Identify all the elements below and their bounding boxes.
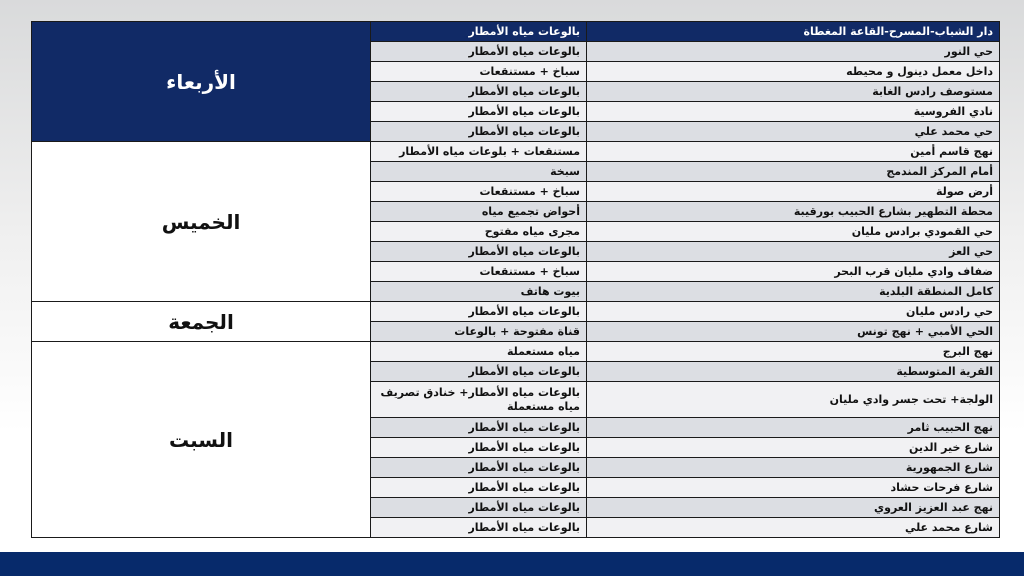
location-cell: نادي الفروسية [587,102,1000,122]
problem-cell: بالوعات مياه الأمطار [371,438,587,458]
table-row [32,302,1000,322]
location-cell: أرض صولة [587,182,1000,202]
schedule-table [31,21,1000,538]
problem-cell: قناة مفتوحة + بالوعات [371,322,587,342]
location-cell: حي النور [587,42,1000,62]
problem-cell: سباخ + مستنقعات [371,62,587,82]
problem-cell: سباخ + مستنقعات [371,262,587,282]
location-cell: داخل معمل دينول و محيطه [587,62,1000,82]
day-wednesday: الأربعاء [32,22,371,142]
day-saturday: السبت [32,342,371,538]
location-cell: الولجة+ تحت جسر وادي مليان [587,382,1000,418]
location-cell: مستوصف رادس الغابة [587,82,1000,102]
location-cell: حي العز [587,242,1000,262]
problem-cell: سباخ + مستنقعات [371,182,587,202]
location-cell: شارع محمد علي [587,518,1000,538]
location-cell: ضفاف وادي مليان قرب البحر [587,262,1000,282]
problem-cell: بالوعات مياه الأمطار [371,102,587,122]
day-thursday: الخميس [32,142,371,302]
location-cell: نهج الحبيب ثامر [587,418,1000,438]
problem-cell: مياه مستعملة [371,342,587,362]
problem-cell: أحواض تجميع مياه [371,202,587,222]
problem-cell: مستنقعات + بلوعات مياه الأمطار [371,142,587,162]
location-cell: أمام المركز المندمج [587,162,1000,182]
location-cell: حي القمودي برادس مليان [587,222,1000,242]
location-cell: شارع فرحات حشاد [587,478,1000,498]
location-cell: حي محمد علي [587,122,1000,142]
problem-cell: بالوعات مياه الأمطار+ خنادق تصريف مياه مستعملة [371,382,587,418]
problem-cell: بالوعات مياه الأمطار [371,242,587,262]
problem-cell: بالوعات مياه الأمطار [371,478,587,498]
location-cell: حي رادس مليان [587,302,1000,322]
location-cell: دار الشباب-المسرح-القاعة المغطاة [587,22,1000,42]
table-row [32,142,1000,162]
location-cell: القرية المتوسطية [587,362,1000,382]
day-friday: الجمعة [32,302,371,342]
problem-cell: بالوعات مياه الأمطار [371,302,587,322]
problem-cell: بالوعات مياه الأمطار [371,82,587,102]
footer-bar [0,552,1024,576]
location-cell: نهج قاسم أمين [587,142,1000,162]
location-cell: نهج عبد العزيز العروي [587,498,1000,518]
problem-cell: بالوعات مياه الأمطار [371,458,587,478]
problem-cell: بالوعات مياه الأمطار [371,418,587,438]
problem-cell: بيوت هاتف [371,282,587,302]
problem-cell: بالوعات مياه الأمطار [371,22,587,42]
problem-cell: مجرى مياه مفتوح [371,222,587,242]
location-cell: نهج البرج [587,342,1000,362]
problem-cell: بالوعات مياه الأمطار [371,518,587,538]
location-cell: شارع خير الدين [587,438,1000,458]
location-cell: الحي الأمبي + نهج تونس [587,322,1000,342]
problem-cell: بالوعات مياه الأمطار [371,42,587,62]
location-cell: كامل المنطقة البلدية [587,282,1000,302]
table-row [32,22,1000,42]
location-cell: محطة التطهير بشارع الحبيب بورقيبة [587,202,1000,222]
problem-cell: بالوعات مياه الأمطار [371,122,587,142]
problem-cell: بالوعات مياه الأمطار [371,362,587,382]
problem-cell: سبخة [371,162,587,182]
problem-cell: بالوعات مياه الأمطار [371,498,587,518]
table-row [32,342,1000,362]
location-cell: شارع الجمهورية [587,458,1000,478]
